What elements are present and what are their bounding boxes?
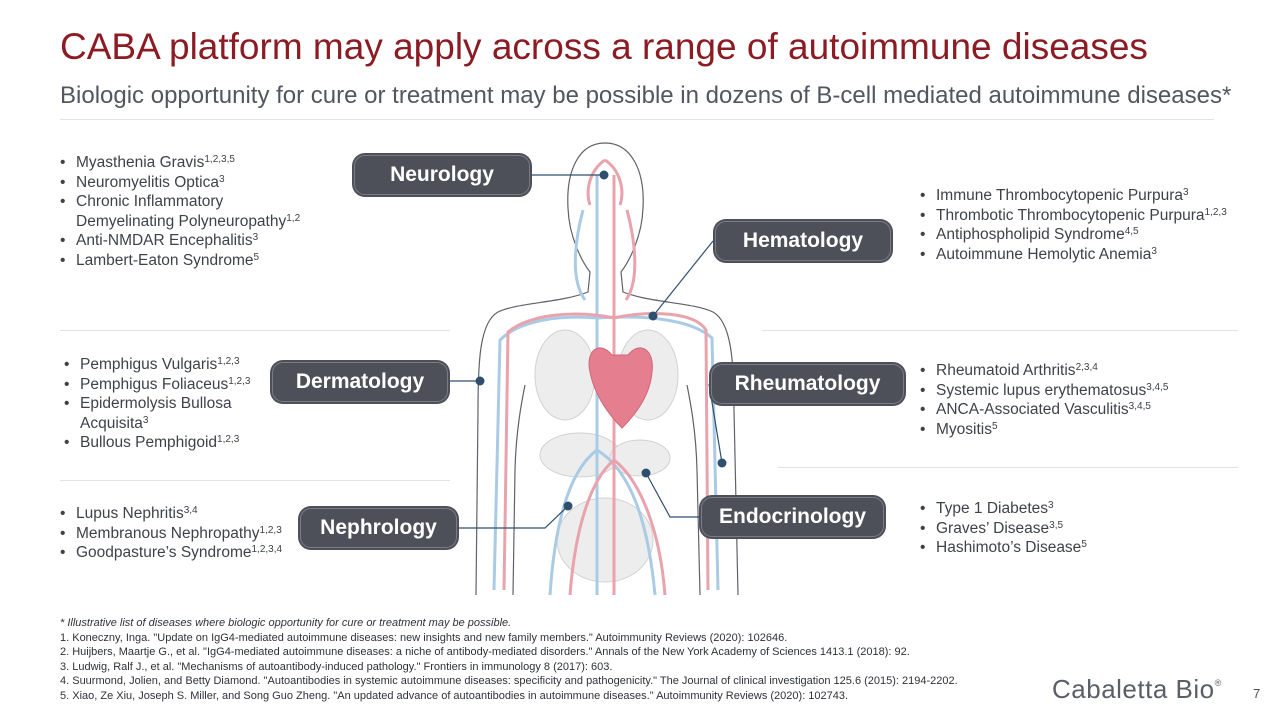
hematology-disease-list [920,186,1227,264]
endocrinology-label: Endocrinology [699,495,886,539]
list-item: • Goodpasture’s Syndrome$^{1,2,3,4}$ [76,543,282,563]
list-item: • Type 1 Diabetes$^3$ [936,499,1087,519]
list-item: • Bullous Pemphigoid$^{1,2,3}$ [80,433,250,453]
reference: 3. Ludwig, Ralf J., et al. "Mechanisms of autoantibody-induced pathology." Frontiers in immunology 8 (2017): 603. [60,660,613,673]
list-item: • Graves’ Disease$^{3,5}$ [936,519,1087,539]
neurology-label: Neurology [352,153,532,197]
list-item: • Lupus Nephritis$^{3,4}$ [76,504,282,524]
list-item: • Lambert-Eaton Syndrome$^5$ [76,251,300,271]
reference: 4. Suurmond, Jolien, and Betty Diamond. "Autoantibodies in systemic autoimmune diseases: specificity and pathogenicity." The Journal of clinical investigation 125.6 (2015): 2194-2202. [60,675,958,687]
list-item: • Neuromyelitis Optica$^3$ [76,173,300,193]
endocrinology-disease-list [920,499,1087,558]
list-item: • Antiphospholipid Syndrome$^{4,5}$ [936,225,1227,245]
reference: 1. Koneczny, Inga. "Update on IgG4-mediated autoimmune diseases: new insights and new family members." Autoimmunity Reviews (2020): 102646. [60,631,788,644]
list-item: • Thrombotic Thrombocytopenic Purpura$^{1,2,3}$ [936,206,1227,226]
rheumatology-disease-list [920,361,1168,439]
list-item: • Myasthenia Gravis$^{1,2,3,5}$ [76,153,300,173]
cabaletta-bio-logo: Cabaletta Bio® [1052,674,1222,704]
list-item: • ANCA-Associated Vasculitis$^{3,4,5}$ [936,400,1168,420]
section-divider [778,467,1238,468]
dermatology-disease-list [64,355,250,453]
list-item: • Pemphigus Foliaceus$^{1,2,3}$ [80,375,250,395]
list-item: • Membranous Nephropathy$^{1,2,3}$ [76,524,282,544]
nephrology-label: Nephrology [298,506,459,550]
list-item: • Myositis$^5$ [936,420,1168,440]
footnotes [60,616,958,703]
rheumatology-label: Rheumatology [709,362,906,406]
neurology-disease-list [60,153,300,270]
section-divider [60,330,450,331]
list-item: • Autoimmune Hemolytic Anemia$^3$ [936,245,1227,265]
list-item: • Rheumatoid Arthritis$^{2,3,4}$ [936,361,1168,381]
page-title: CABA platform may apply across a range of autoimmune diseases [60,26,1148,67]
list-item: • Anti-NMDAR Encephalitis$^3$ [76,231,300,251]
reference: 2. Huijbers, Maartje G., et al. "IgG4-mediated autoimmune diseases: a niche of antibody-mediated disorders." Annals of the New York Academy of Sciences 1413.1 (2018): 92. [60,646,910,658]
page-number: 7 [1253,686,1261,701]
section-divider [762,330,1238,331]
list-item: • Immune Thrombocytopenic Purpura$^3$ [936,186,1227,206]
footnote-note: * Illustrative list of diseases where biologic opportunity for cure or treatment may be possible. [60,617,512,629]
section-divider [60,480,450,481]
list-item: • Pemphigus Vulgaris$^{1,2,3}$ [80,355,250,375]
page-subtitle: Biologic opportunity for cure or treatment may be possible in dozens of B-cell mediated autoimmune diseases* [60,82,1232,109]
reference: 5. Xiao, Ze Xiu, Joseph S. Miller, and Song Guo Zheng. "An updated advance of autoantibodies in autoimmune diseases." Autoimmunity Reviews (2020): 102743. [60,689,849,702]
list-item: • Systemic lupus erythematosus$^{3,4,5}$ [936,381,1168,401]
list-item: • Hashimoto’s Disease$^5$ [936,538,1087,558]
nephrology-disease-list [60,504,282,563]
hematology-label: Hematology [713,219,893,263]
list-item: • Chronic Inflammatory Demyelinating Polyneuropathy$^{1,2}$ [76,192,300,231]
dermatology-label: Dermatology [270,360,450,404]
list-item: • Epidermolysis Bullosa Acquisita$^3$ [80,394,250,433]
